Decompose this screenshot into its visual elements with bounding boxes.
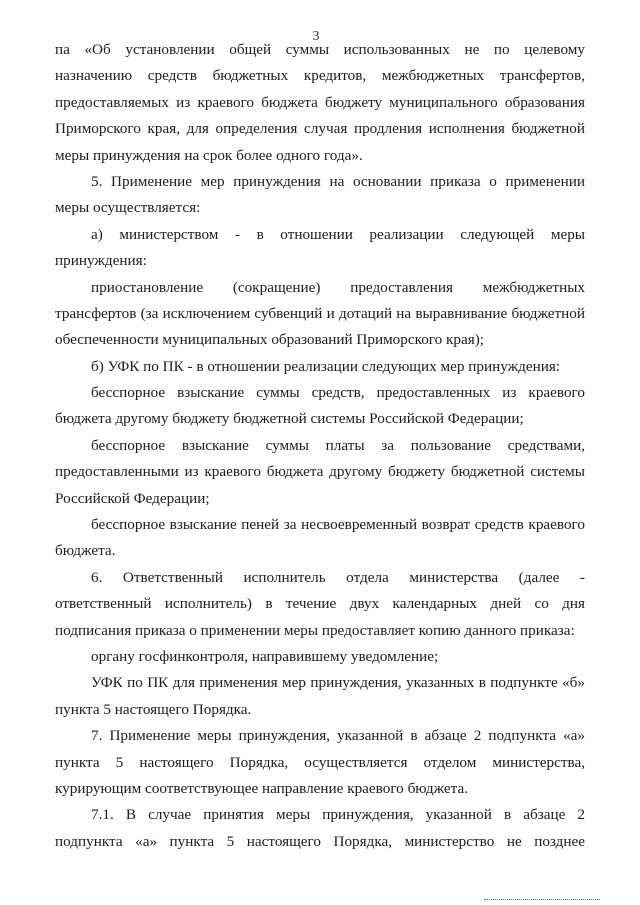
text-line: приостановление (сокращение) предоставления межбюджетных: [91, 278, 585, 296]
text-line: ответственный исполнитель) в течение двух календарных дней со дня: [55, 595, 585, 613]
text-line: б) УФК по ПК - в отношении реализации следующих мер принуждения:: [91, 357, 561, 375]
text-line: предоставляемых из краевого бюджета бюджету муниципального образования: [55, 93, 585, 111]
text-line: 7.1. В случае принятия меры принуждения, указанной в абзаце 2: [91, 806, 585, 824]
text-line: бесспорное взыскание суммы платы за пользование средствами,: [91, 436, 585, 454]
clause-5-b-item-3: [55, 512, 585, 565]
text-line: бесспорное взыскание суммы средств, предоставленных из краевого: [91, 384, 585, 402]
footer-rule: [484, 899, 600, 900]
text-line: пункта 5 настоящего Порядка.: [55, 700, 252, 718]
text-line: подпункта «а» пункта 5 настоящего Порядка, министерство не позднее: [55, 832, 585, 850]
text-line: назначению средств бюджетных кредитов, межбюджетных трансфертов,: [55, 67, 585, 85]
clause-5-b: [55, 354, 585, 380]
document-body: [55, 37, 585, 855]
text-line: 7. Применение меры принуждения, указанной в абзаце 2 подпункта «а»: [91, 727, 585, 745]
clause-5: [55, 169, 585, 222]
text-line: 5. Применение мер принуждения на основании приказа о применении: [91, 172, 585, 190]
clause-6-item-2: [55, 670, 585, 723]
text-line: Приморского края, для определения случая продления исполнения бюджетной: [55, 120, 585, 138]
page-number: 3: [312, 29, 320, 44]
text-line: бюджета другому бюджету бюджетной системы Российской Федерации;: [55, 410, 524, 428]
text-line: трансфертов (за исключением субвенций и дотаций на выравнивание бюджетной: [55, 304, 585, 322]
text-line: па «Об установлении общей суммы использованных не по целевому: [55, 41, 585, 58]
text-line: меры принуждения на срок более одного года».: [55, 146, 363, 164]
clause-7-1: [55, 802, 585, 855]
text-line: меры осуществляется:: [55, 199, 201, 217]
text-line: органу госфинконтроля, направившему уведомление;: [91, 647, 439, 665]
clause-5-b-item-2: [55, 433, 585, 512]
clause-6: [55, 565, 585, 644]
clause-5-a-suspension: [55, 275, 585, 354]
text-line: бесспорное взыскание пеней за несвоевременный возврат средств краевого: [91, 516, 585, 534]
text-line: бюджета.: [55, 542, 116, 560]
text-line: предоставленными из краевого бюджета другому бюджету бюджетной системы: [55, 463, 585, 481]
clause-5-a: [55, 222, 585, 275]
text-line: а) министерством - в отношении реализации следующей меры: [91, 225, 585, 243]
text-line: УФК по ПК для применения мер принуждения, указанных в подпункте «б»: [91, 674, 585, 692]
text-line: Российской Федерации;: [55, 489, 210, 507]
text-line: 6. Ответственный исполнитель отдела министерства (далее -: [91, 568, 585, 586]
clause-7: [55, 723, 585, 802]
text-line: обеспеченности муниципальных образований Приморского края);: [55, 331, 485, 349]
text-line: пункта 5 настоящего Порядка, осуществляется отделом министерства,: [55, 753, 585, 771]
clause-5-b-item-1: [55, 380, 585, 433]
text-line: подписания приказа о применении меры предоставляет копию данного приказа:: [55, 621, 575, 639]
text-line: принуждения:: [55, 252, 147, 270]
clause-6-item-1: [55, 644, 585, 670]
text-line: курирующим соответствующее направление краевого бюджета.: [55, 779, 468, 797]
paragraph-continuation: [55, 37, 585, 169]
